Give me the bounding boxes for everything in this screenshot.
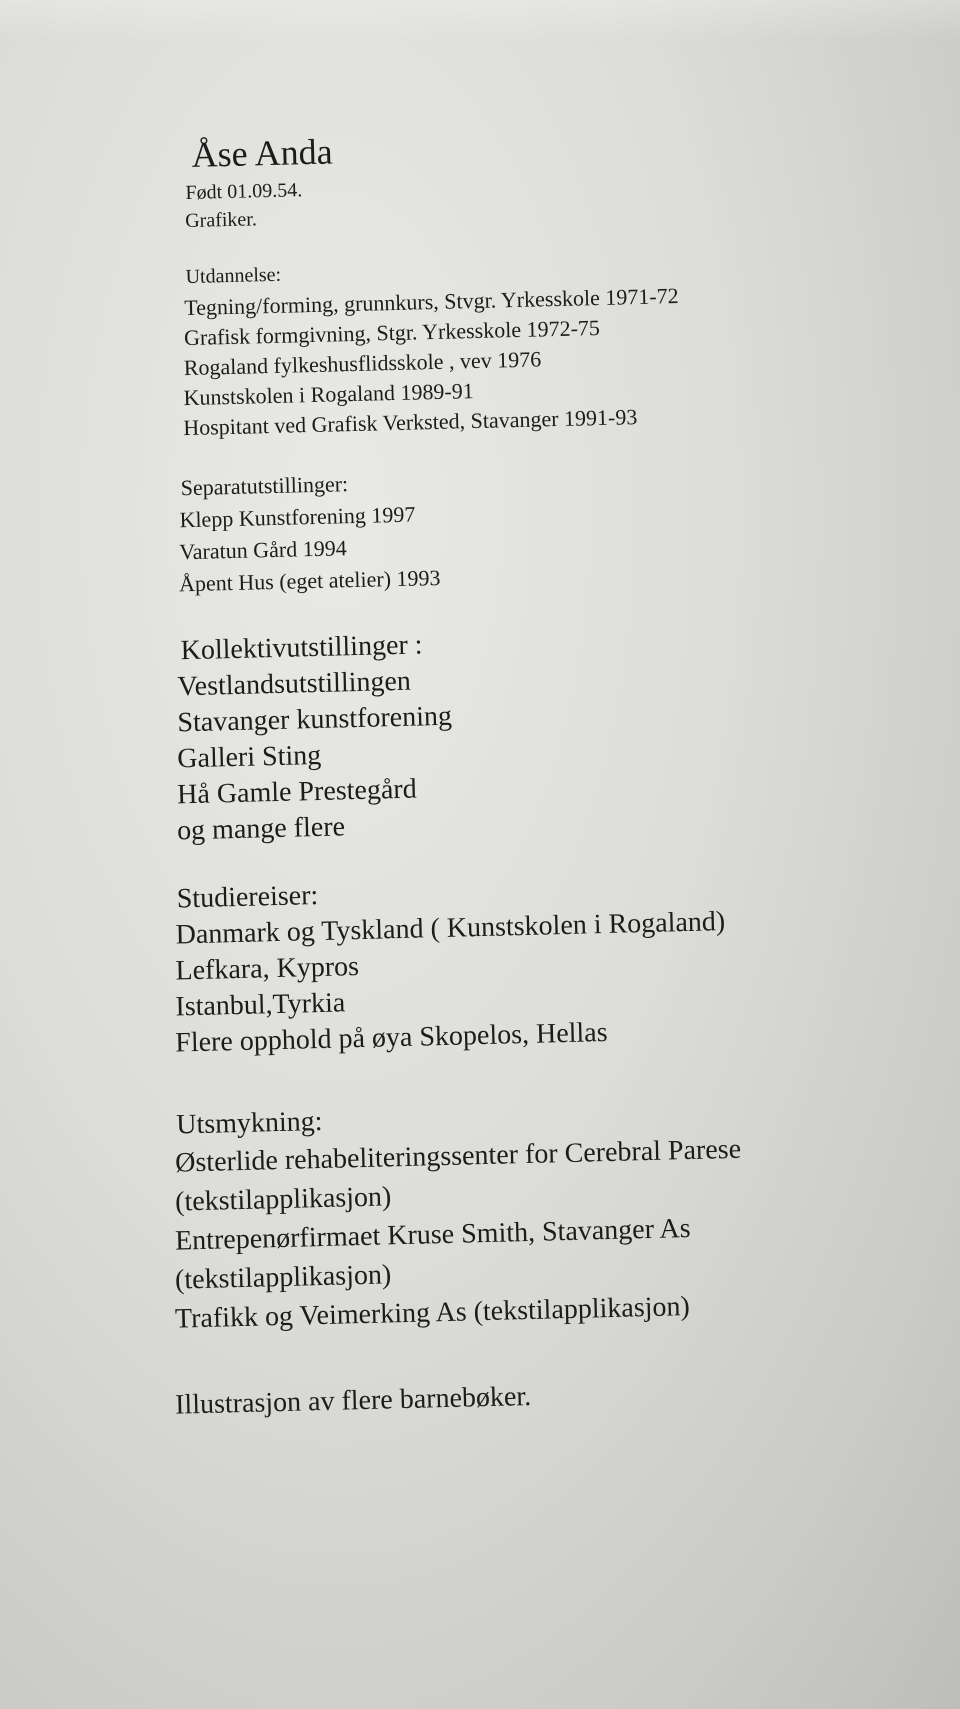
group-exhibition-item: Hå Gamle Prestegård [176, 773, 418, 811]
education-item: Rogaland fylkeshusflidsskole , vev 1976 [183, 346, 542, 381]
birth-date: Født 01.09.54. [185, 179, 303, 205]
solo-exhibitions-heading: Separatutstillinger: [180, 471, 349, 501]
group-exhibition-item: og mange flere [176, 811, 346, 847]
study-trip-item: Flere opphold på øya Skopelos, Hellas [174, 1016, 608, 1059]
group-exhibition-item: Galleri Sting [176, 739, 322, 775]
group-exhibition-item: Stavanger kunstforening [177, 700, 453, 739]
profession: Grafiker. [184, 208, 258, 233]
solo-exhibition-item: Varatun Gård 1994 [178, 535, 347, 565]
education-item: Hospitant ved Grafisk Verksted, Stavanger 1991-93 [182, 404, 638, 441]
decoration-item: (tekstilapplikasjon) [174, 1259, 392, 1296]
decoration-item: (tekstilapplikasjon) [174, 1181, 392, 1218]
study-trips-heading: Studiereiser: [176, 880, 319, 915]
study-trip-item: Istanbul,Tyrkia [175, 987, 346, 1023]
decoration-item: Østerlide rehabeliteringssenter for Cerebral Parese [174, 1133, 742, 1179]
education-heading: Utdannelse: [185, 263, 282, 289]
education-item: Tegning/forming, grunnkurs, Stvgr. Yrkesskole 1971-72 [184, 283, 679, 321]
group-exhibitions-heading: Kollektivutstillinger : [180, 629, 423, 667]
illustration-note: Illustrasjon av flere barnebøker. [174, 1380, 532, 1421]
decoration-heading: Utsmykning: [175, 1105, 323, 1141]
solo-exhibition-item: Åpent Hus (eget atelier) 1993 [178, 564, 441, 597]
decoration-item: Entrepenørfirmaet Kruse Smith, Stavanger As [174, 1213, 691, 1257]
study-trip-item: Lefkara, Kypros [175, 951, 360, 987]
person-name: Åse Anda [191, 131, 334, 175]
education-item: Grafisk formgivning, Stgr. Yrkesskole 1972-75 [183, 314, 601, 351]
group-exhibition-item: Vestlandsutstillingen [177, 665, 412, 703]
solo-exhibition-item: Klepp Kunstforening 1997 [179, 501, 416, 533]
education-item: Kunstskolen i Rogaland 1989-91 [183, 378, 475, 411]
study-trip-item: Danmark og Tyskland ( Kunstskolen i Rogaland) [175, 906, 726, 951]
decoration-item: Trafikk og Veimerking As (tekstilapplikasjon) [174, 1291, 691, 1335]
